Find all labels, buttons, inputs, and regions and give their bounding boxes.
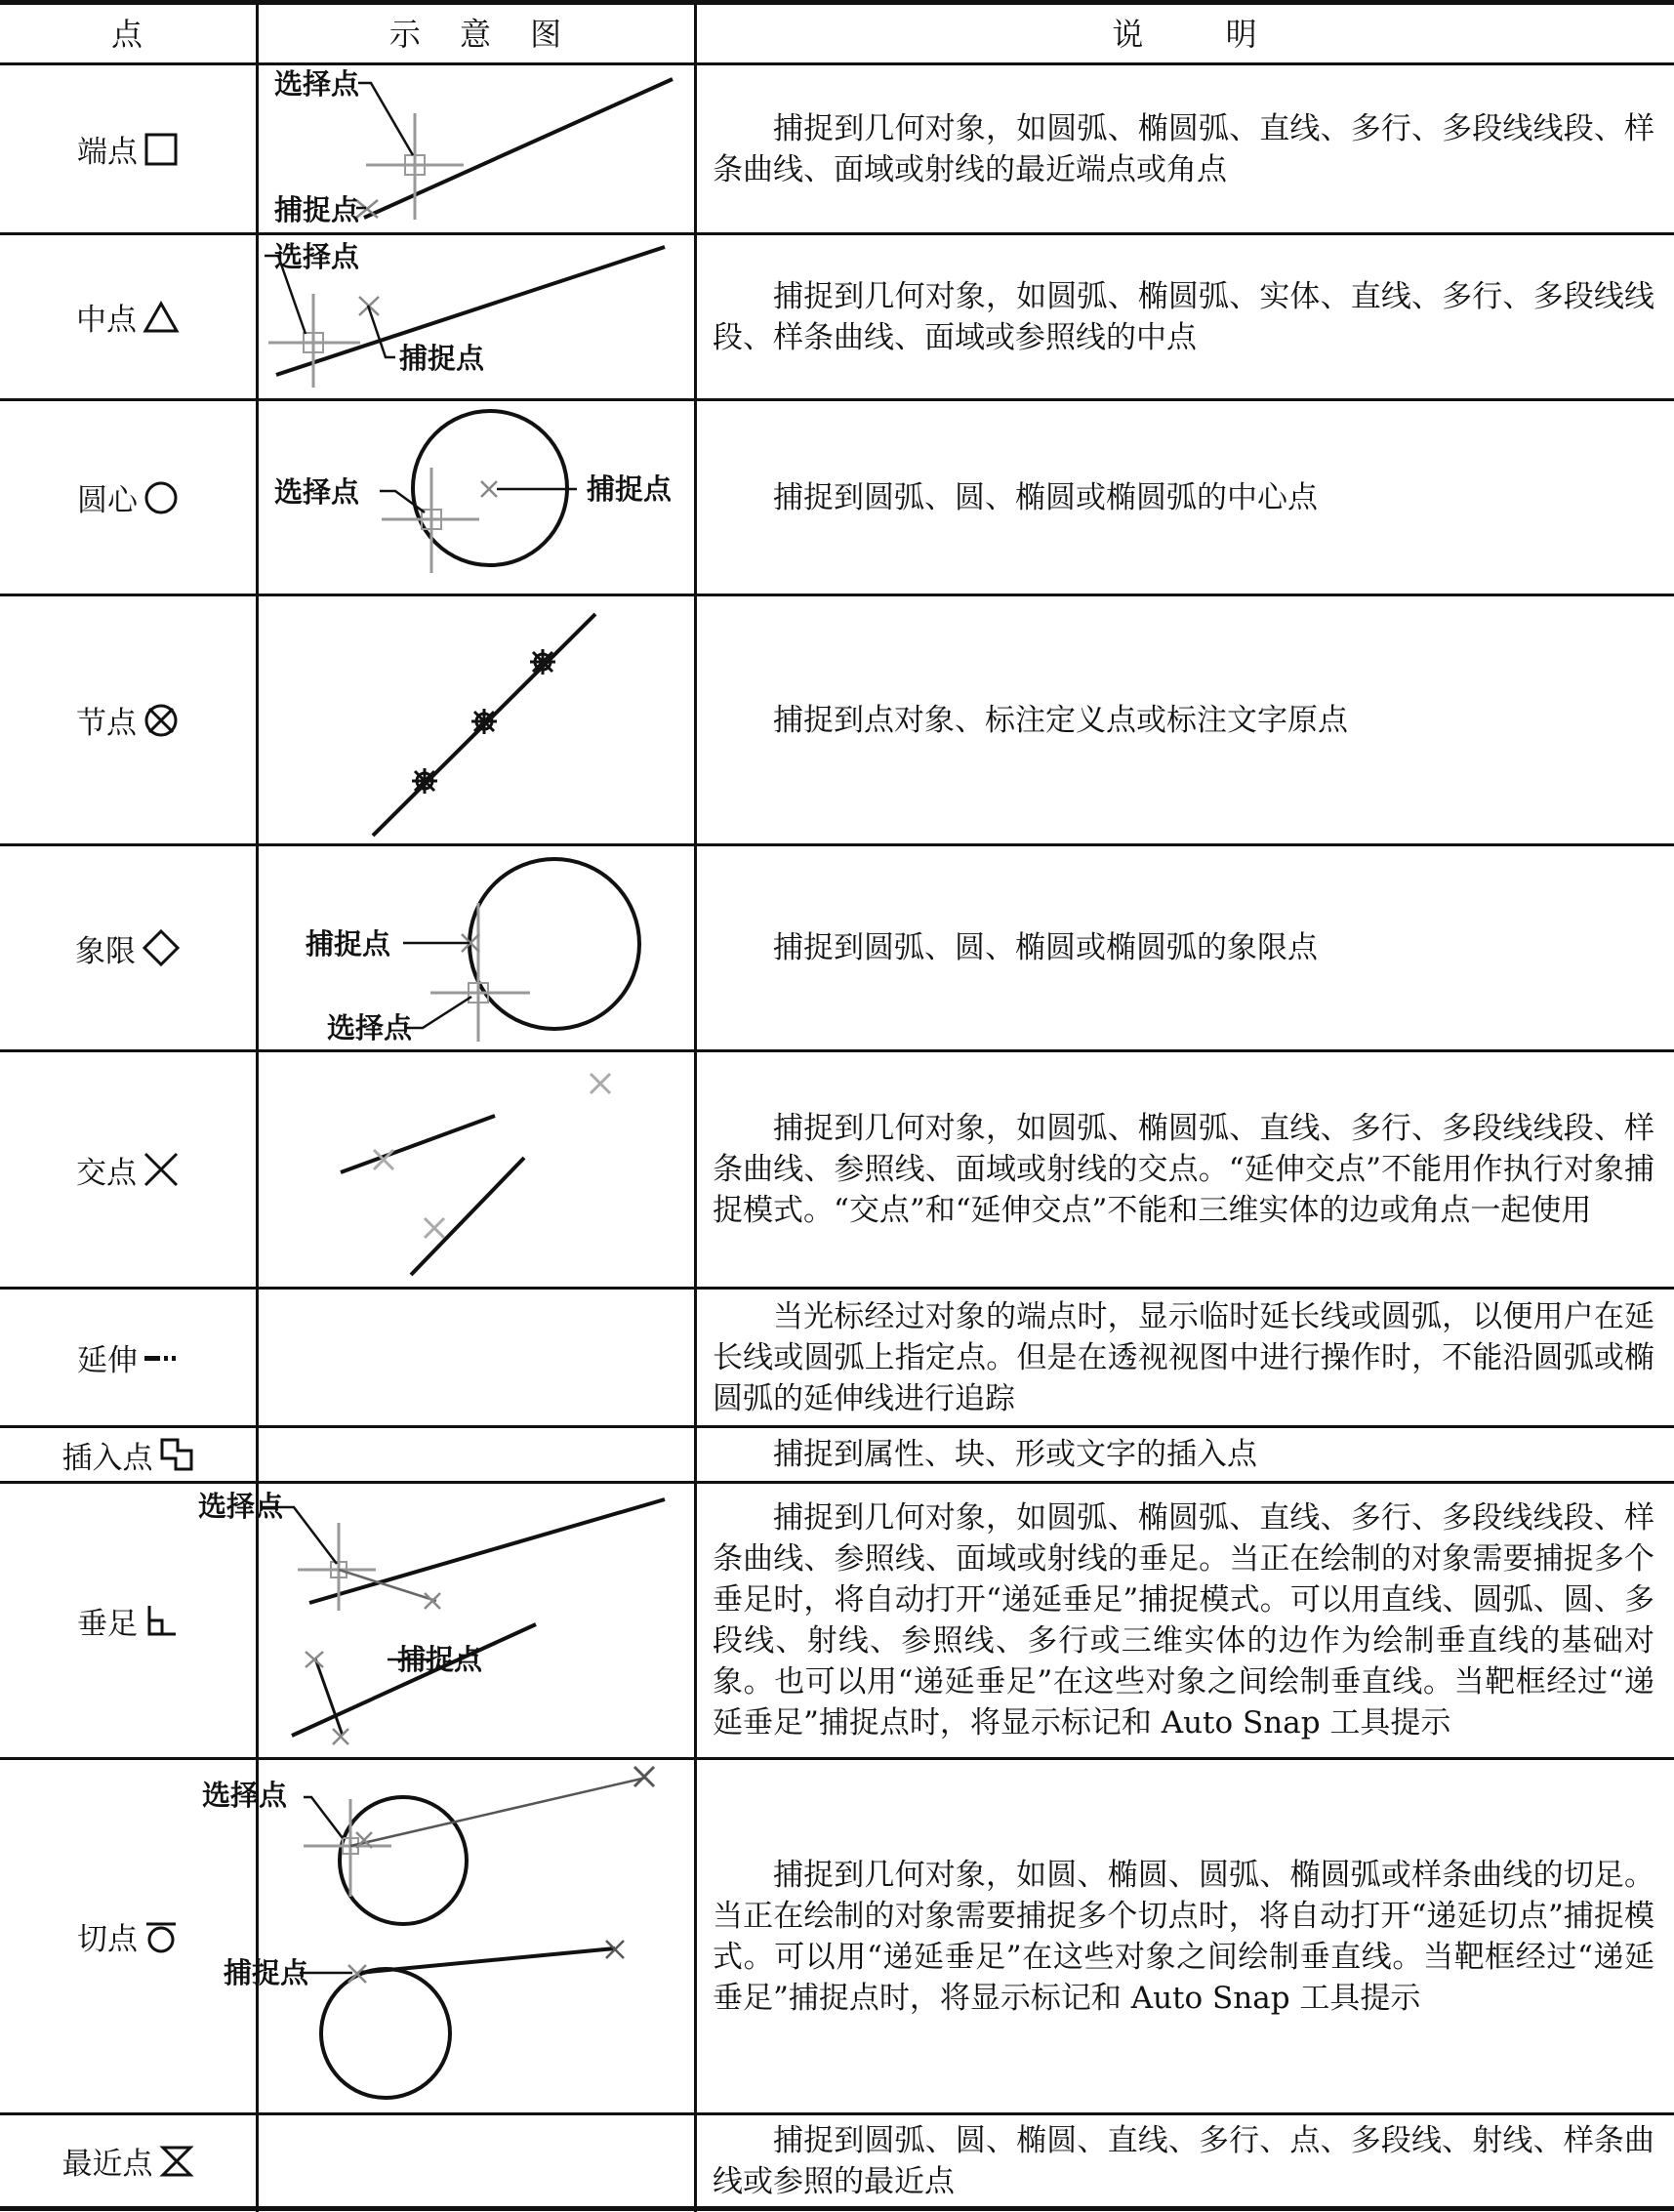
tangent-icon [143,1919,179,1954]
desc-quadrant: 捕捉到圆弧、圆、椭圆或椭圆弧的象限点 [773,930,1318,965]
desc-endpoint: 捕捉到几何对象，如圆弧、椭圆弧、直线、多行、多段线线段、样条曲线、面域或射线的最近端点或角点 [713,110,1654,187]
point-cell-extension [0,1290,256,1425]
point-cell-node [0,596,256,843]
snap-point-label: 捕捉点 [399,342,485,375]
figure-insertion [259,1428,694,1481]
select-point-label: 选择点 [274,67,360,101]
desc-intersection: 捕捉到几何对象，如圆弧、椭圆弧、直线、多行、多段线线段、样条曲线、参照线、面域或射线的交点。“延伸交点”不能用作执行对象捕捉模式。“交点”和“延伸交点”不能和三维实体的边或角点一起使用 [713,1111,1654,1228]
perpendicular-icon [143,1603,179,1638]
point-cell-intersection [0,1052,256,1287]
select-point-label: 选择点 [274,240,360,273]
desc-insertion: 捕捉到属性、块、形或文字的插入点 [773,1437,1257,1472]
center-circle-icon [143,480,179,515]
header-description: 说 明 [1112,16,1259,53]
point-name: 端点 [77,135,138,170]
midpoint-triangle-icon [143,301,180,334]
point-name: 切点 [77,1922,138,1957]
select-point-label: 选择点 [274,475,360,509]
point-cell-nearest [0,2115,256,2206]
figure-extension [259,1290,694,1425]
point-name: 最近点 [61,2147,153,2182]
snap-point-label: 捕捉点 [274,193,360,226]
point-cell-perpendicular [0,1484,256,1757]
desc-midpoint: 捕捉到几何对象，如圆弧、椭圆弧、实体、直线、多行、多段线线段、样条曲线、面域或参照线的中点 [713,278,1654,355]
figure-node [259,596,694,843]
select-point-label: 选择点 [202,1779,288,1812]
desc-tangent: 捕捉到几何对象，如圆、椭圆、圆弧、椭圆弧或样条曲线的切足。当正在绘制的对象需要捕捉多个切点时，将自动打开“递延切点”捕捉模式。可以用“递延垂足”在这些对象之间绘制垂直线。当靶框经过“递延垂足”捕捉点时，将显示标记和 Auto Snap 工具提示 [713,1857,1654,2016]
node-circle-x-icon [143,702,180,739]
endpoint-square-icon [143,132,179,167]
point-name: 象限 [75,933,136,969]
desc-extension: 当光标经过对象的端点时，显示临时延长线或圆弧，以便用户在延长线或圆弧上指定点。但是在透视视图中进行操作时，不能沿圆弧或椭圆弧的延伸线进行追踪 [713,1298,1654,1416]
point-name: 节点 [76,706,137,741]
figure-endpoint [259,65,694,232]
header-point: 点 [110,16,144,53]
point-name: 中点 [76,303,137,338]
table-bottom-border [0,2206,1674,2211]
desc-center: 捕捉到圆弧、圆、椭圆或椭圆弧的中心点 [773,479,1318,515]
insertion-icon [159,1437,194,1472]
figure-midpoint [259,235,694,398]
desc-perpendicular: 捕捉到几何对象，如圆弧、椭圆弧、直线、多行、多段线线段、样条曲线、参照线、面域或射线的垂足。当正在绘制的对象需要捕捉多个垂足时，将自动打开“递延垂足”捕捉模式。可以用直线、圆弧、圆、多段线、射线、参照线、多行或三维实体的边作为绘制垂直线的基础对象。也可以用“递延垂足”在这些对象之间绘制垂直线。当靶框经过“递延垂足”捕捉点时，将显示标记和 Auto Snap 工具提示 [713,1500,1654,1741]
point-cell-quadrant [0,846,256,1049]
point-name: 圆心 [77,483,138,518]
quadrant-diamond-icon [142,928,181,967]
select-point-label: 选择点 [198,1490,284,1523]
snap-point-label: 捕捉点 [587,472,673,506]
figure-tangent [202,1760,694,2112]
point-name: 延伸 [77,1343,138,1378]
figure-center [259,401,694,594]
select-point-label: 选择点 [327,1011,413,1045]
snap-point-label: 捕捉点 [306,927,391,961]
point-name: 交点 [76,1155,137,1191]
figure-intersection [259,1052,694,1287]
snap-point-label: 捕捉点 [224,1956,309,1989]
snap-point-label: 捕捉点 [397,1643,483,1676]
point-cell-center [0,401,256,594]
point-name: 插入点 [61,1440,153,1476]
column-divider [694,0,697,2212]
point-name: 垂足 [77,1606,138,1642]
nearest-hourglass-icon [159,2144,194,2179]
desc-nearest: 捕捉到圆弧、圆、椭圆、直线、多行、点、多段线、射线、样条曲线或参照的最近点 [713,2122,1654,2199]
figure-perpendicular [198,1484,694,1757]
point-cell-midpoint [0,235,256,398]
header-figure: 示 意 图 [388,16,564,53]
figure-nearest [259,2115,694,2206]
point-cell-insertion [0,1428,256,1481]
point-cell-endpoint [0,65,256,232]
figure-quadrant [259,846,694,1049]
desc-node: 捕捉到点对象、标注定义点或标注文字原点 [773,702,1348,738]
intersection-x-icon [143,1151,180,1188]
extension-dash-icon [143,1348,179,1368]
point-cell-tangent [0,1760,256,2112]
